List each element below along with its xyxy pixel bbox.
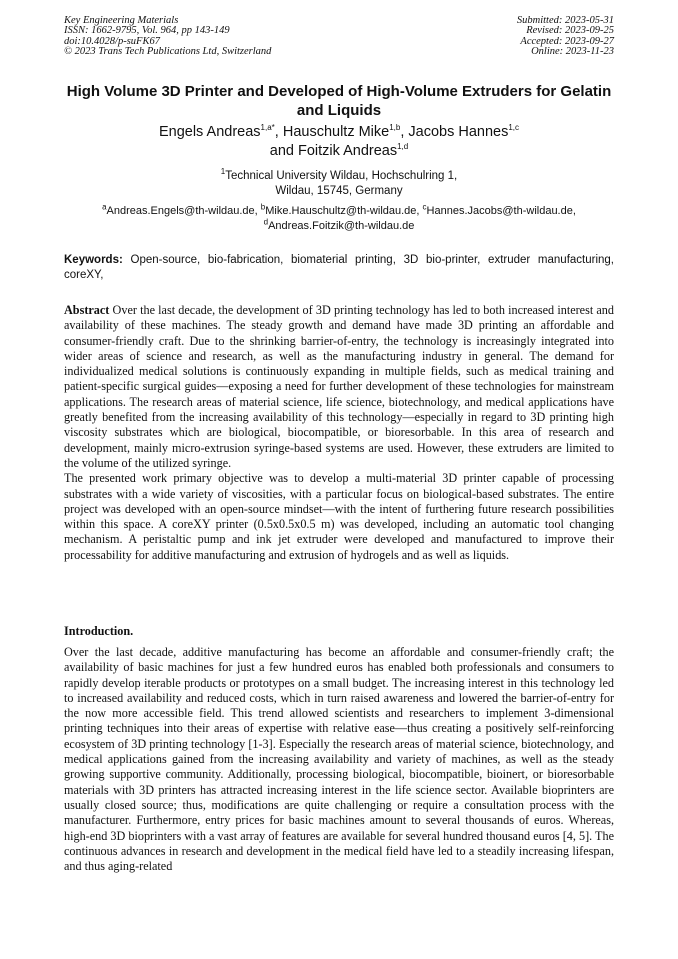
paper-title: High Volume 3D Printer and Developed of High-Volume Extruders for Gelatin and Liquids (66, 83, 612, 119)
author-sup: 1,d (397, 142, 409, 152)
section-heading-introduction: Introduction. (64, 624, 134, 638)
affiliation-sup: 1 (220, 167, 226, 177)
email-link[interactable]: Andreas.Engels@th-wildau.de (106, 205, 255, 217)
abstract (64, 303, 614, 563)
date-accepted: Accepted: 2023-09-27 (520, 35, 614, 47)
introduction-body (64, 645, 614, 874)
email-link[interactable]: Mike.Hauschultz@th-wildau.de (265, 205, 417, 217)
author-sup: 1,a* (260, 123, 275, 133)
abstract-label: Abstract (64, 303, 110, 317)
author-sup: 1,c (508, 123, 520, 133)
affiliation-line1: Technical University Wildau, Hochschulring 1, (225, 170, 458, 182)
author-name: Engels Andreas (158, 124, 261, 140)
keywords (64, 253, 614, 283)
affiliation (64, 169, 614, 199)
email-link[interactable]: Hannes.Jacobs@th-wildau.de (426, 205, 573, 217)
journal-name: Key Engineering Materials (64, 15, 179, 26)
journal-issn: ISSN: 1662-9795, Vol. 964, pp 143-149 (64, 25, 230, 37)
keywords-text: Open-source, bio-fabrication, biomaterial printing, 3D bio-printer, extruder manufacturing, coreXY, (64, 254, 615, 281)
introduction-paragraph: Over the last decade, additive manufacturing has become an affordable and consumer-friendly craft; the availability of basic machines for just a few hundred euros has enabled both professionals and consumers to rapidly develop iterable products or prototypes on a small budget. The increasing interest in this technology led to increased availability and reduced costs, which in turn raised awareness and lowered the barrier-of-entry for the now more accessible field. This trend allowed scientists and researchers to implement 3-dimensional printing techniques into their areas of expertise with relative ease—thus creating a positively self-reinforcing ecosystem of 3D printing technology [1-3]. Especially the research areas of material science, biotechnology, and medical applications gained from the increasing availability and variety of machines, as well as the steady growing supportive community. Additionally, processing biological, biocompatible, bioinert, or bioresorbable materials with 3D printers has attracted increasing interest in the life science sector. Available bioprinters are usually closed source; thus, modifications are quite challenging or require a consultation process with the manufacturer. Furthermore, entry prices for basic machines amount to several thousands of euros. Whereas, high-end 3D bioprinters with a vast array of features are available for several hundred thousand euros [4, 5]. The continuous advances in research and development in the medical field have led to a steadily increasing lifespan, and thus aging-related (64, 645, 614, 874)
abstract-paragraph-1: Abstract Over the last decade, the development of 3D printing technology has led to both increased interest and availability of these machines. The steady growth and demand have made 3D printing an affordable and consumer-friendly craft. Due to the shrinking barrier-of-entry, the technology is increasingly integrated into wider areas of science and research, as well as the manufacturing industry in general. The demand for individualized medical solutions is continuously expanding in multiple fields, such as medical training and patient-specific surgical guides—exposing a need for further development of these technologies for mainstream applications. The research areas of material science, life science, biotechnology, and medical applications have greatly benefited from the increasing availability of this technology—especially in regard to 3D printing high viscosity substrates which are biological, biocompatible, or bioresorbable. In this area of research and development, mainly micro-extrusion syringe-based systems are used. However, these extruders are limited to the volume of the utilized syringe. (64, 303, 614, 470)
date-revised: Revised: 2023-09-25 (526, 25, 614, 37)
author-name: Jacobs Hannes (408, 124, 509, 140)
author-sup: 1,b (389, 123, 401, 133)
journal-copyright: © 2023 Trans Tech Publications Ltd, Switzerland (64, 46, 272, 58)
abstract-paragraph-2: The presented work primary objective was to develop a multi-material 3D printer capable of processing substrates with a wide variety of viscosities, with a particular focus on biological-based substrates. The entire project was developed with an open-source mindset—with the intent of furthering future research possibilities within this space. A coreXY printer (0.5x0.5x0.5 m) was developed, including an automatic tool changing mechanism. A peristaltic pump and ink jet extruder were developed and manufactured to improve their processability for additive manufacturing and extrusion of hydrogels and as well as liquids. (64, 471, 614, 562)
author-list: Engels Andreas$^{1,a*}$, Hauschultz Mike$^{1,b}$, Jacobs Hannes$^{1,c}$ and Foitzik Andreas$^{1,d}$ (158, 123, 520, 159)
keywords-label: Keywords: (64, 254, 123, 266)
email-list: $^a$Andreas.Engels@th-wildau.de, $^b$Mike.Hauschultz@th-wildau.de, $^c$Hannes.Jacobs@th-wildau.de, $^d$Andreas.Foitzik@th-wildau.de (102, 202, 576, 232)
publication-dates (517, 16, 614, 58)
date-submitted: Submitted: 2023-05-31 (516, 15, 614, 26)
date-online: Online: 2023-11-23 (531, 46, 614, 58)
author-name: Hauschultz Mike (282, 124, 390, 140)
email-link[interactable]: Andreas.Foitzik@th-wildau.de (268, 220, 415, 232)
author-name: and Foitzik Andreas (269, 143, 398, 159)
journal-info (64, 16, 271, 58)
journal-doi: doi:10.4028/p-suFK67 (64, 35, 160, 47)
affiliation-line2: Wildau, 15745, Germany (275, 185, 403, 197)
